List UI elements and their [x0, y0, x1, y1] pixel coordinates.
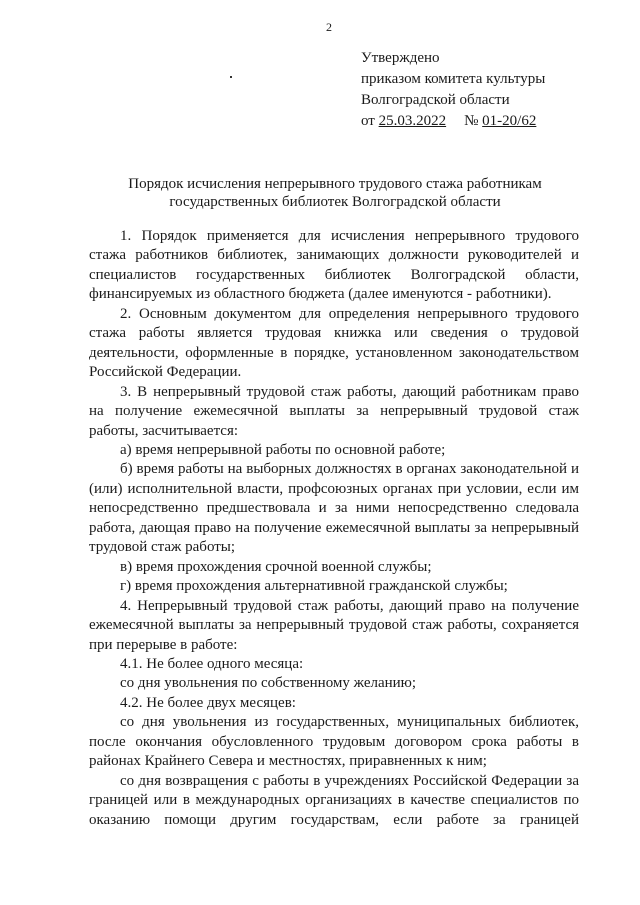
paragraph-4-2-item-2: со дня возвращения с работы в учреждениях Российской Федерации за границей или в международных организациях в качестве специалистов по оказанию помощи другим государствам, если работе за границей: [89, 772, 579, 828]
approval-line-order: приказом комитета культуры: [361, 71, 546, 87]
paragraph-4-1-item: со дня увольнения по собственному желанию;: [120, 675, 417, 692]
paragraph-2: 2. Основным документом для определения непрерывного трудового стажа работы является трудовая книжка или сведения о трудовой деятельности, оформленные в порядке, установленном законодательством Российской Федерации.: [89, 305, 579, 381]
approval-line-approved: Утверждено: [361, 50, 440, 66]
approval-date-line: [361, 111, 621, 132]
paragraph-3c: в) время прохождения срочной военной службы;: [120, 558, 432, 575]
paragraph-1: 1. Порядок применяется для исчисления непрерывного трудового стажа работников библиотек, занимающих должности руководителей и специалистов государственных библиотек Волгоградской области, финансируемых из областного бюджета (далее именуются - работники).: [89, 228, 579, 303]
paragraph-4-2-item-1: со дня увольнения из государственных, муниципальных библиотек, после окончания обусловленного трудовым договором срока работы в районах Крайнего Севера и местностях, приравненных к ним;: [89, 714, 579, 770]
approval-number: 01-20/62: [482, 113, 537, 129]
approval-date-prefix: от: [361, 113, 375, 129]
paragraph-4: 4. Непрерывный трудовой стаж работы, дающий право на получение ежемесячной выплаты за непрерывный трудовой стаж работы, сохраняется при перерыве в работе:: [89, 597, 579, 653]
scan-dot-mark: [230, 76, 232, 78]
approval-number-prefix: №: [464, 113, 479, 129]
approval-line-region: Волгоградской области: [361, 92, 510, 108]
document-body: [89, 227, 579, 830]
paragraph-3: 3. В непрерывный трудовой стаж работы, дающий работникам право на получение ежемесячной выплаты за непрерывный трудовой стаж работы, засчитывается:: [89, 383, 579, 439]
document-title: [80, 175, 590, 211]
paragraph-4-2: 4.2. Не более двух месяцев:: [120, 694, 296, 711]
document-title-line-1: Порядок исчисления непрерывного трудового стажа работникам: [128, 176, 542, 192]
paragraph-4-1: 4.1. Не более одного месяца:: [120, 655, 304, 672]
document-title-line-2: государственных библиотек Волгоградской области: [169, 194, 501, 210]
paragraph-3d: г) время прохождения альтернативной гражданской службы;: [120, 578, 508, 595]
paragraph-3a: а) время непрерывной работы по основной работе;: [120, 441, 446, 458]
approval-date: 25.03.2022: [378, 113, 447, 129]
approval-stamp-block: [361, 48, 621, 132]
page-number: 2: [326, 20, 332, 34]
paragraph-3b: б) время работы на выборных должностях в органах законодательной и (или) исполнительной власти, профсоюзных органах при условии, если им непосредственно предшествовала и за ними непосредственно следовала работа, дающая право на получение ежемесячной выплаты за непрерывный трудовой стаж работы;: [89, 461, 579, 556]
